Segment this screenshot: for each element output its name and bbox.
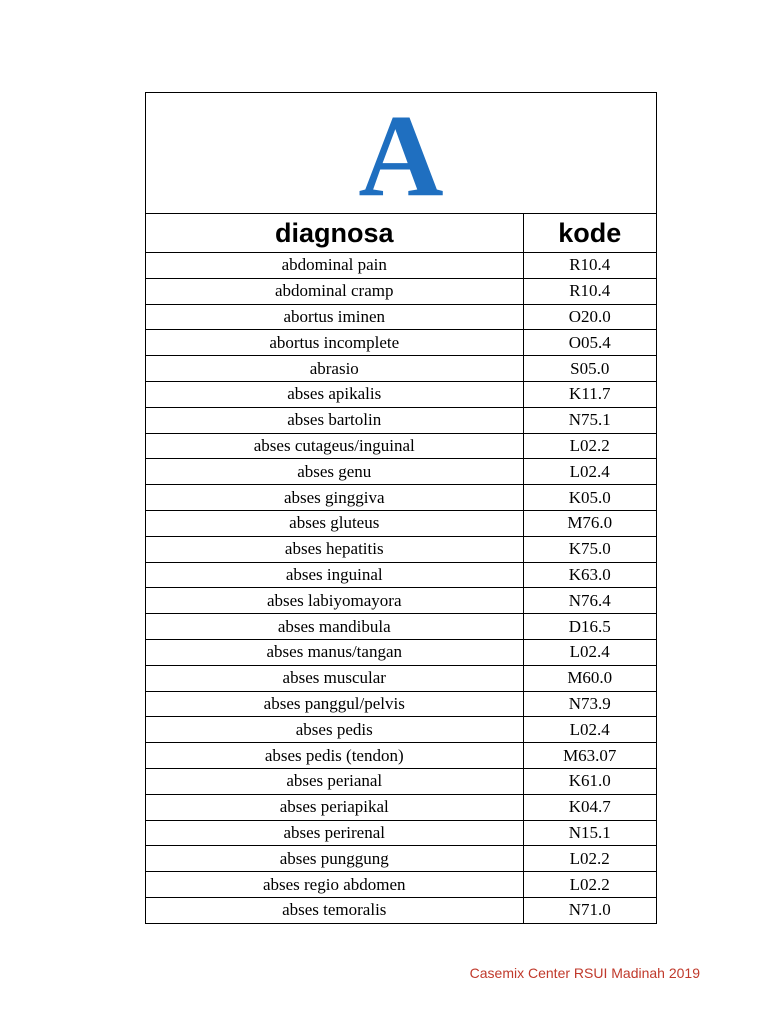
table-row [146,356,656,382]
diagnosis-cell: abdominal cramp [146,278,523,304]
table-row [146,820,656,846]
table-row [146,536,656,562]
code-cell: O20.0 [523,304,656,330]
code-cell: K05.0 [523,485,656,511]
table-row [146,872,656,898]
table-row [146,691,656,717]
diagnosis-cell: abses punggung [146,846,523,872]
table-row [146,485,656,511]
table-row [146,768,656,794]
code-cell: L02.4 [523,639,656,665]
table-body [146,253,656,923]
diagnosis-cell: abses pedis (tendon) [146,743,523,769]
diagnosis-cell: abses inguinal [146,562,523,588]
diagnosis-cell: abrasio [146,356,523,382]
footer-credit: Casemix Center RSUI Madinah 2019 [469,965,700,981]
code-cell: L02.2 [523,433,656,459]
code-cell: O05.4 [523,330,656,356]
table-row [146,407,656,433]
diagnosis-cell: abses periapikal [146,794,523,820]
table-row [146,717,656,743]
diagnosis-cell: abses temoralis [146,897,523,922]
letter-header-cell [146,90,656,221]
diagnosis-cell: abses mandibula [146,614,523,640]
code-cell: L02.2 [523,846,656,872]
table-row [146,304,656,330]
table-row [146,459,656,485]
code-cell: N71.0 [568,900,611,920]
code-cell: N73.9 [523,691,656,717]
diagnosis-cell: abortus iminen [146,304,523,330]
column-header-diagnosa: diagnosa [146,214,523,253]
table-row [146,562,656,588]
table-row [146,330,656,356]
code-cell: L02.2 [523,872,656,898]
table-row [146,794,656,820]
diagnosis-cell: abses perirenal [146,820,523,846]
code-cell: N76.4 [523,588,656,614]
diagnosis-cell: abses labiyomayora [146,588,523,614]
code-cell: N75.1 [523,407,656,433]
table-row [146,510,656,536]
code-cell: M63.07 [523,743,656,769]
code-cell: K61.0 [523,768,656,794]
diagnosis-cell: abses genu [146,459,523,485]
diagnosis-table [146,214,656,923]
table-row [146,639,656,665]
diagnosis-cell: abses manus/tangan [146,639,523,665]
column-header-kode: kode [523,214,656,253]
table-row [146,665,656,691]
code-cell: K11.7 [523,381,656,407]
table-row [146,897,656,922]
table-row [146,614,656,640]
table-row [146,253,656,279]
table-row [146,743,656,769]
diagnosis-code-sheet [145,92,657,924]
code-cell: D16.5 [523,614,656,640]
section-letter: A [358,90,444,221]
code-cell: M60.0 [523,665,656,691]
diagnosis-cell: abses pedis [146,717,523,743]
code-cell: L02.4 [523,459,656,485]
diagnosis-cell: abses ginggiva [146,485,523,511]
code-cell: K75.0 [523,536,656,562]
code-cell: R10.4 [523,278,656,304]
code-cell: K04.7 [523,794,656,820]
diagnosis-cell: abses bartolin [146,407,523,433]
diagnosis-cell: abses panggul/pelvis [146,691,523,717]
table-row [146,381,656,407]
table-row [146,433,656,459]
diagnosis-cell: abses hepatitis [146,536,523,562]
diagnosis-cell: abses perianal [146,768,523,794]
table-row [146,588,656,614]
code-cell: R10.4 [523,253,656,279]
diagnosis-cell: abortus incomplete [146,330,523,356]
diagnosis-cell: abses regio abdomen [146,872,523,898]
table-row [146,278,656,304]
diagnosis-cell: abses cutageus/inguinal [146,433,523,459]
code-cell: K63.0 [523,562,656,588]
diagnosis-cell: abdominal pain [146,253,523,279]
code-cell: S05.0 [523,356,656,382]
table-row [146,846,656,872]
code-cell: L02.4 [523,717,656,743]
diagnosis-cell: abses muscular [146,665,523,691]
code-cell: M76.0 [523,510,656,536]
diagnosis-cell: abses apikalis [146,381,523,407]
diagnosis-cell: abses gluteus [146,510,523,536]
code-cell: N15.1 [523,820,656,846]
